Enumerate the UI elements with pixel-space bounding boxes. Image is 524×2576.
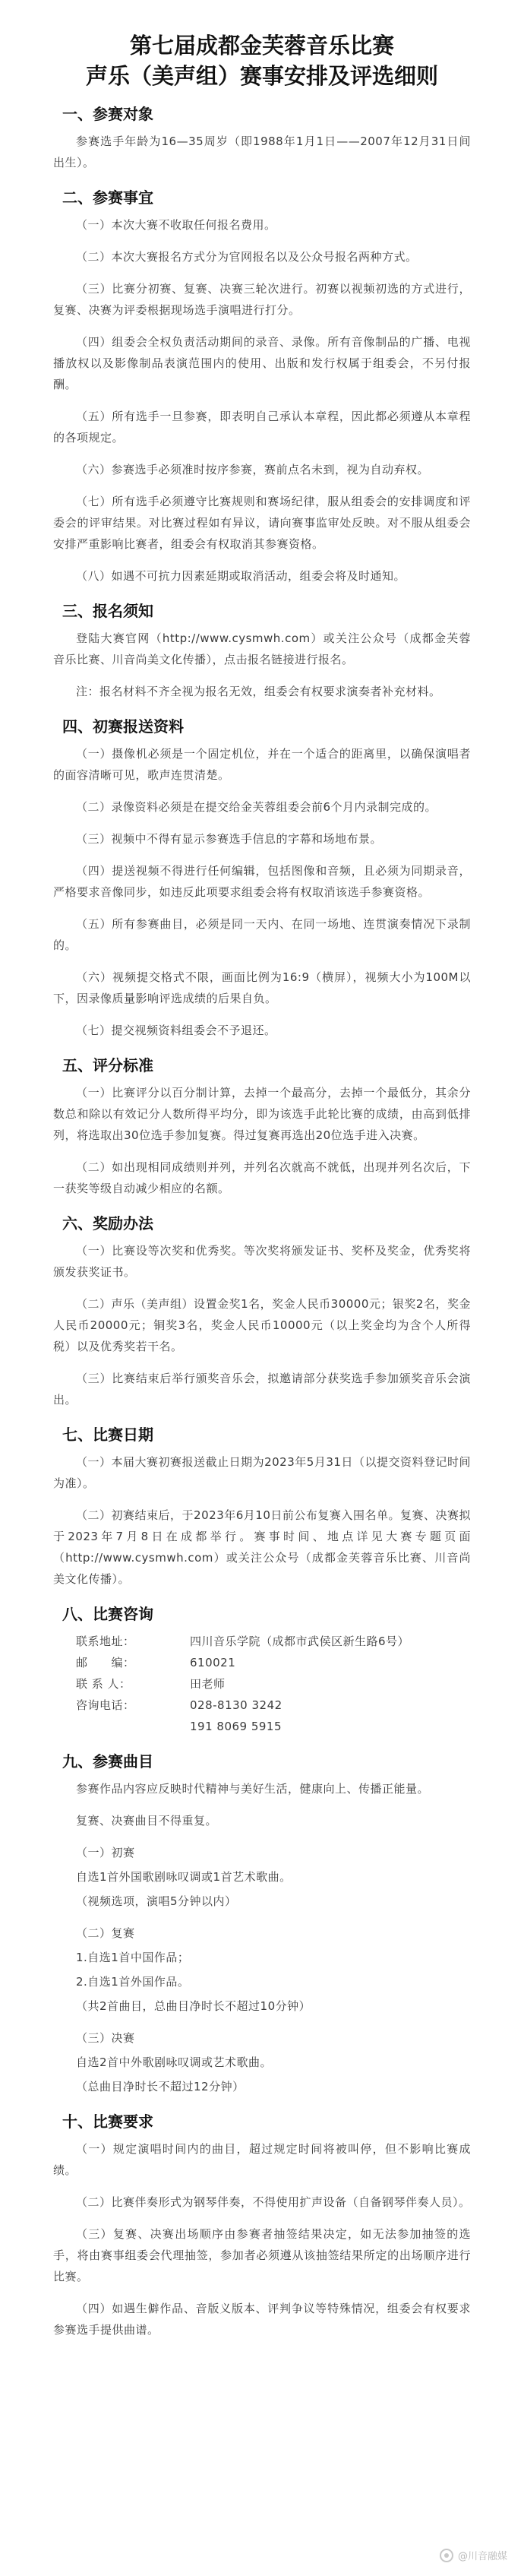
round-text: （总曲目净时长不超过12分钟） (76, 2080, 245, 2093)
contact-row (76, 1716, 471, 1737)
paragraph: （八）如遇不可抗力因素延期或取消活动，组委会将及时通知。 (76, 569, 406, 583)
round-heading: （三）决赛 (76, 2031, 135, 2045)
paragraph: （四）组委会全权负责活动期间的录音、录像。所有音像制品的广播、电视播放权以及影像制品表演范围内的使用、出版和发行权属于组委会，不另付报酬。 (53, 335, 471, 391)
paragraph: （一）本届大赛初赛报送截止日期为2023年5月31日（以提交资料登记时间为准）。 (53, 1455, 471, 1490)
paragraph: （六）视频提交格式不限，画面比例为16:9（横屏），视频大小为100M以下，因录像质量影响评选成绩的后果自负。 (53, 970, 471, 1005)
round-text: （共2首曲目，总曲目净时长不超过10分钟） (76, 1999, 311, 2013)
section-heading: 十、比赛要求 (62, 2112, 153, 2131)
paragraph: （四）提送视频不得进行任何编辑，包括图像和音频，且必须为同期录音，严格要求音像同步，如违反此项要求组委会将有权取消该选手参赛资格。 (53, 864, 471, 899)
section-heading: 四、初赛报送资料 (62, 717, 184, 736)
paragraph: （一）摄像机必须是一个固定机位，并在一个适合的距离里，以确保演唱者的面容清晰可见，歌声连贯清楚。 (53, 747, 471, 782)
contact-key: 联系地址： (76, 1635, 135, 1648)
round-text: 2.自选1首外国作品。 (76, 1975, 190, 1989)
round-heading: （一）初赛 (76, 1846, 135, 1859)
contact-row (76, 1631, 471, 1652)
section-heading: 七、比赛日期 (62, 1426, 153, 1444)
paragraph: 参赛作品内容应反映时代精神与美好生活，健康向上、传播正能量。 (76, 1782, 430, 1796)
contact-key: 咨询电话： (76, 1698, 135, 1712)
section-heading: 六、奖励办法 (62, 1214, 153, 1233)
paragraph: （二）本次大赛报名方式分为官网报名以及公众号报名两种方式。 (76, 250, 418, 264)
contact-value: 田老师 (190, 1677, 226, 1691)
paragraph: （四）如遇生僻作品、音版义版本、评判争议等特殊情况，组委会有权要求参赛选手提供曲谱。 (53, 2302, 471, 2337)
section-heading: 九、参赛曲目 (62, 1752, 153, 1771)
round-heading: （二）复赛 (76, 1926, 135, 1940)
round-text: 自选1首外国歌剧咏叹调或1首艺术歌曲。 (76, 1870, 292, 1884)
paragraph: （一）本次大赛不收取任何报名费用。 (76, 218, 276, 232)
section-heading: 五、评分标准 (62, 1056, 153, 1074)
paragraph: 参赛选手年龄为16—35周岁（即1988年1月1日——2007年12月31日间出生）。 (53, 134, 471, 169)
paragraph: （一）规定演唱时间内的曲目，超过规定时间将被叫停，但不影响比赛成绩。 (53, 2142, 471, 2177)
section-heading: 三、报名须知 (62, 602, 153, 620)
paragraph: 注：报名材料不齐全视为报名无效，组委会有权要求演奏者补充材料。 (76, 685, 441, 698)
paragraph: （一）比赛设等次奖和优秀奖。等次奖将颁发证书、奖杯及奖金，优秀奖将颁发获奖证书。 (53, 1244, 471, 1279)
section-heading: 一、参赛对象 (62, 105, 153, 123)
round-text: （视频选项，演唱5分钟以内） (76, 1894, 237, 1908)
section-heading: 二、参赛事宜 (62, 188, 153, 207)
paragraph: 登陆大赛官网（http://www.cysmwh.com）或关注公众号（成都金芙蓉音乐比赛、川音尚美文化传播），点击报名链接进行报名。 (53, 631, 471, 666)
paragraph: （三）复赛、决赛出场顺序由参赛者抽签结果决定，如无法参加抽签的选手，将由赛事组委会代理抽签，参加者必须遵从该抽签结果所定的出场顺序进行比赛。 (53, 2227, 471, 2283)
contact-value: 610021 (190, 1656, 236, 1669)
doc-subtitle: 声乐（美声组）赛事安排及评选细则 (85, 63, 438, 89)
paragraph: （七）所有选手必须遵守比赛规则和赛场纪律，服从组委会的安排调度和评委会的评审结果。对比赛过程如有异议，请向赛事监审处反映。对不服从组委会安排严重影响比赛者，组委会有权取消其参赛资格。 (53, 495, 471, 551)
doc-title: 第七届成都金芙蓉音乐比赛 (129, 33, 394, 59)
paragraph: （七）提交视频资料组委会不予退还。 (76, 1024, 276, 1037)
paragraph: （二）比赛伴奏形式为钢琴伴奏，不得使用扩声设备（自备钢琴伴奏人员）。 (76, 2195, 471, 2209)
contact-row (76, 1695, 471, 1716)
paragraph: （三）比赛结束后举行颁奖音乐会，拟邀请部分获奖选手参加颁奖音乐会演出。 (53, 1372, 471, 1407)
contact-value: 四川音乐学院（成都市武侯区新生路6号） (190, 1635, 410, 1648)
paragraph: （二）录像资料必须是在提交给金芙蓉组委会前6个月内录制完成的。 (76, 800, 437, 814)
paragraph: 复赛、决赛曲目不得重复。 (76, 1814, 218, 1828)
contact-value: 191 8069 5915 (190, 1720, 283, 1733)
paragraph: （五）所有选手一旦参赛，即表明自己承认本章程，因此都必须遵从本章程的各项规定。 (53, 410, 471, 445)
round-text: 1.自选1首中国作品； (76, 1951, 190, 1964)
contact-value: 028-8130 3242 (190, 1698, 283, 1712)
contact-row (76, 1673, 471, 1695)
watermark-text: @川音融媒 (457, 2551, 507, 2562)
section-heading: 八、比赛咨询 (62, 1605, 153, 1623)
paragraph: （三）比赛分初赛、复赛、决赛三轮次进行。初赛以视频初选的方式进行，复赛、决赛为评委根据现场选手演唱进行打分。 (53, 282, 471, 317)
paragraph: （二）如出现相同成绩则并列，并列名次就高不就低，出现并列名次后，下一获奖等级自动减少相应的名额。 (53, 1160, 471, 1195)
weibo-logo-icon (440, 2549, 453, 2562)
contact-row (76, 1652, 471, 1673)
paragraph: （六）参赛选手必须准时按序参赛，赛前点名未到，视为自动弃权。 (76, 463, 430, 476)
watermark (440, 2548, 507, 2562)
paragraph: （三）视频中不得有显示参赛选手信息的字幕和场地布景。 (76, 832, 383, 846)
paragraph: （五）所有参赛曲目，必须是同一天内、在同一场地、连贯演奏情况下录制的。 (53, 917, 471, 952)
paragraph: （一）比赛评分以百分制计算，去掉一个最高分，去掉一个最低分，其余分数总和除以有效记分人数所得平均分，即为该选手此轮比赛的成绩，由高到低排列，将选取出30位选手参加复赛。得过复赛再选出20位选手进入决赛。 (53, 1086, 471, 1142)
contact-key: 联 系 人： (76, 1677, 131, 1691)
paragraph: （二）初赛结束后，于2023年6月10日前公布复赛入围名单。复赛、决赛拟于2023年7月8日在成都举行。赛事时间、地点详见大赛专题页面（http://www.cysmwh.com）或关注公众号（成都金芙蓉音乐比赛、川音尚美文化传播）。 (53, 1508, 471, 1586)
contact-key: 邮 编： (76, 1656, 135, 1669)
paragraph: （二）声乐（美声组）设置金奖1名，奖金人民币30000元；银奖2名，奖金人民币20000元；铜奖3名，奖金人民币10000元（以上奖金均为含个人所得税）以及优秀奖若干名。 (53, 1297, 471, 1353)
round-text: 自选2首中外歌剧咏叹调或艺术歌曲。 (76, 2055, 273, 2069)
